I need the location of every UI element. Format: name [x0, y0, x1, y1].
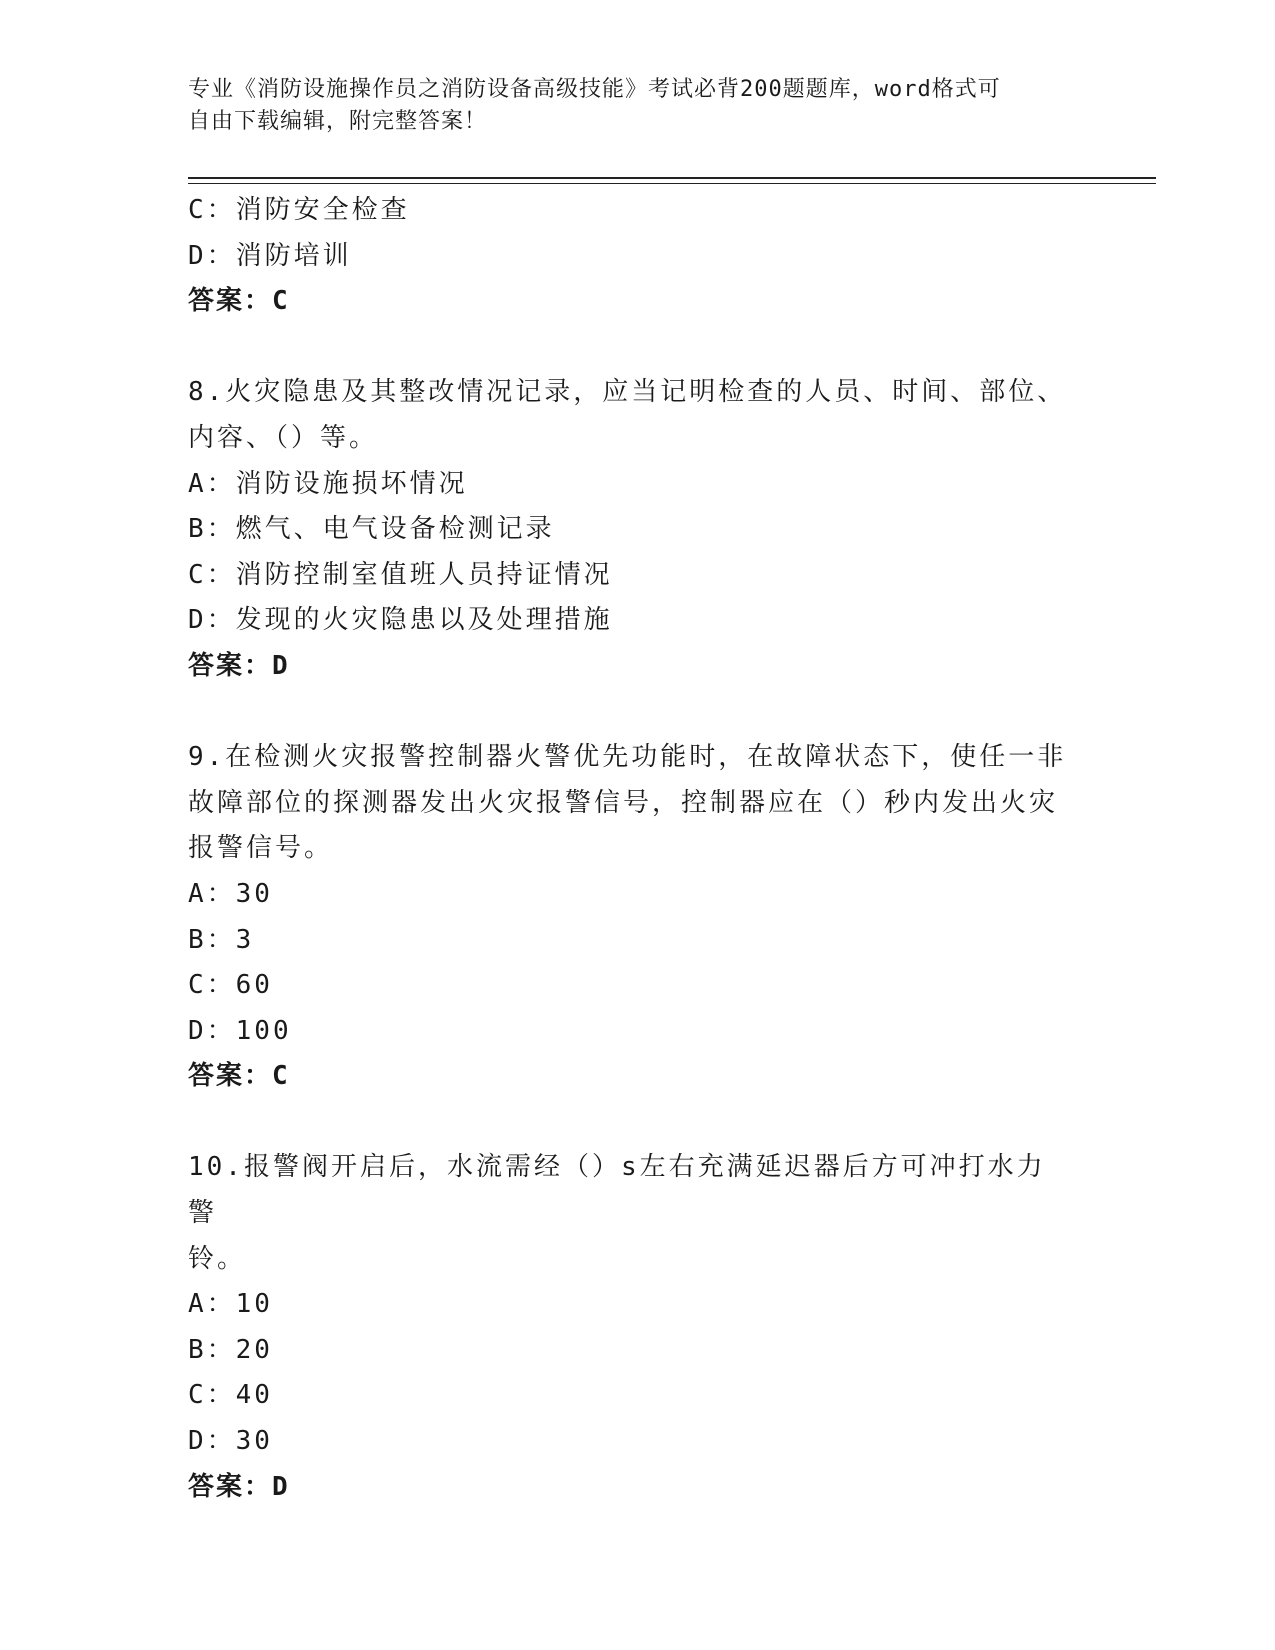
answer: 答案：C — [188, 286, 290, 317]
answer: 答案：C — [188, 1061, 290, 1092]
option-c: C：消防控制室值班人员持证情况 — [188, 559, 613, 590]
option-a: A：10 — [188, 1289, 273, 1320]
spacer — [188, 1100, 1068, 1146]
option-a: A：30 — [188, 878, 273, 909]
option-b: B：20 — [188, 1334, 273, 1365]
question-text-line: 铃。 — [188, 1243, 247, 1274]
answer: 答案：D — [188, 1471, 290, 1502]
option-b: B：燃气、电气设备检测记录 — [188, 514, 555, 545]
option-a: A：消防设施损坏情况 — [188, 468, 468, 499]
question-text-line: 报警信号。 — [188, 833, 334, 864]
spacer — [188, 690, 1068, 736]
question-text-line: 内容、（）等。 — [188, 422, 379, 453]
option-c: C：60 — [188, 970, 273, 1001]
question-text-line: 8.火灾隐患及其整改情况记录，应当记明检查的人员、时间、部位、 — [188, 377, 1067, 408]
question-content — [188, 188, 1068, 1510]
option-d: D：发现的火灾隐患以及处理措施 — [188, 605, 613, 636]
spacer — [188, 325, 1068, 371]
question-text-line: 故障部位的探测器发出火灾报警信号，控制器应在（）秒内发出火灾 — [188, 787, 1059, 818]
header-line-2: 自由下载编辑，附完整答案！ — [188, 109, 488, 134]
document-header — [188, 74, 1068, 138]
option-c: C：40 — [188, 1380, 273, 1411]
question-8 — [188, 370, 1068, 689]
header-divider-thick — [188, 177, 1156, 179]
header-line-1: 专业《消防设施操作员之消防设备高级技能》考试必背200题题库，word格式可 — [188, 77, 1001, 102]
header-divider-thin — [188, 183, 1156, 184]
option-d: D：100 — [188, 1015, 292, 1046]
option-d: D：消防培训 — [188, 240, 352, 271]
option-b: B：3 — [188, 924, 255, 955]
question-text-line: 9.在检测火灾报警控制器火警优先功能时，在故障状态下，使任一非 — [188, 742, 1067, 773]
option-c: C：消防安全检查 — [188, 195, 410, 225]
question-10 — [188, 1145, 1068, 1510]
question-text-line: 10.报警阀开启后，水流需经（）s左右充满延迟器后方可冲打水力警 — [188, 1152, 1046, 1229]
option-d: D：30 — [188, 1426, 273, 1457]
question-9 — [188, 735, 1068, 1100]
previous-question-tail — [188, 188, 1068, 325]
answer: 答案：D — [188, 650, 290, 681]
